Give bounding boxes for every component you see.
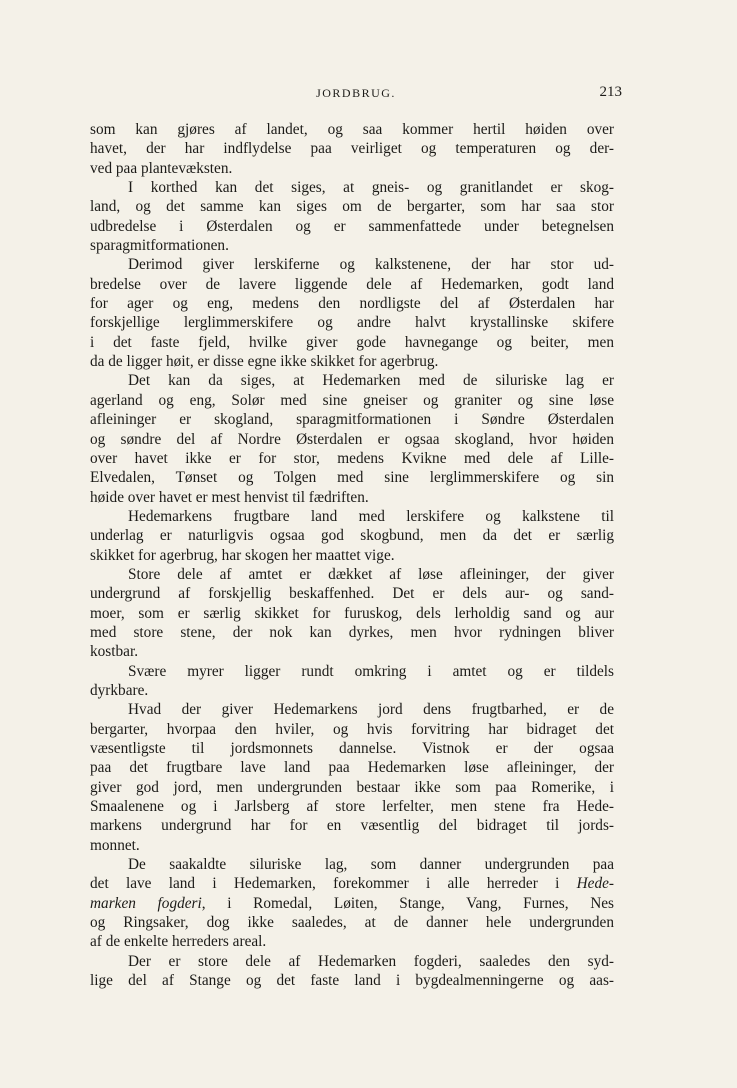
text-line: bredelse over de lavere liggende dele af Hedemarken, godt land xyxy=(90,275,614,293)
text-line: markens undergrund har for en væsentlig del bidraget til jords- xyxy=(90,817,614,835)
text-line: Elvedalen, Tønset og Tolgen med sine lerglimmerskifere og sin xyxy=(90,469,614,487)
text-line: væsentligste til jordsmonnets dannelse. Vistnok er der ogsaa xyxy=(90,740,614,757)
text-line: sparagmitformationen. xyxy=(90,237,229,255)
text-line: De saakaldte siluriske lag, som danner undergrunden paa xyxy=(128,856,614,874)
text-run: , i Romedal, Løiten, Stange, Vang, Furnes, Nes xyxy=(201,894,614,912)
text-line: med store stene, der nok kan dyrkes, men hvor rydningen bliver xyxy=(90,623,614,641)
text-line: Det kan da siges, at Hedemarken med de siluriske lag er xyxy=(128,372,614,390)
text-line: og Ringsaker, dog ikke saaledes, at de danner hele undergrunden xyxy=(90,914,614,932)
text-line xyxy=(90,894,614,913)
page-header xyxy=(90,86,622,106)
text-line xyxy=(90,874,614,893)
text-line: havet, der har indflydelse paa veirliget og temperaturen og der- xyxy=(90,140,614,158)
text-line: i det faste fjeld, hvilke giver gode havnegange og beiter, men xyxy=(90,333,614,351)
text-line: som kan gjøres af landet, og saa kommer hertil høiden over xyxy=(90,121,614,138)
text-line: Hedemarkens frugtbare land med lerskifere og kalkstene til xyxy=(128,507,614,525)
text-line: kostbar. xyxy=(90,643,139,661)
text-line: moer, som er særlig skikket for furuskog, dels lerholdig sand og aur xyxy=(90,604,614,622)
text-line: monnet. xyxy=(90,836,140,854)
text-line: Hvad der giver Hedemarkens jord dens frugtbarhed, er de xyxy=(128,701,614,719)
body-text xyxy=(90,120,614,990)
text-line: for ager og eng, medens den nordligste del af Østerdalen har xyxy=(90,295,614,313)
text-line: ved paa plantevæksten. xyxy=(90,159,233,177)
text-line: forskjellige lerglimmerskifere og andre halvt krystallinske skifere xyxy=(90,314,614,332)
text-line: Derimod giver lerskiferne og kalkstenene, der har stor ud- xyxy=(128,256,614,274)
text-line: skikket for agerbrug, har skogen her maattet vige. xyxy=(90,546,395,564)
text-line: afleininger er skogland, sparagmitformationen i Søndre Østerdalen xyxy=(90,411,614,429)
text-line: bergarter, hvorpaa den hviler, og hvis forvitring har bidraget det xyxy=(90,720,614,738)
running-title: JORDBRUG. xyxy=(316,86,396,100)
text-line: dyrkbare. xyxy=(90,681,149,699)
text-line: agerland og eng, Solør med sine gneiser og graniter og sine løse xyxy=(90,391,614,409)
text-line: Svære myrer ligger rundt omkring i amtet og er tildels xyxy=(128,662,614,680)
text-line: af de enkelte herreders areal. xyxy=(90,933,267,951)
text-line: land, og det samme kan siges om de bergarter, som har saa stor xyxy=(90,198,614,216)
text-line: over havet ikke er for stor, medens Kvikne med dele af Lille- xyxy=(90,449,614,467)
text-line: I korthed kan det siges, at gneis- og granitlandet er skog- xyxy=(128,179,614,197)
text-line: undergrund af forskjellig beskaffenhed. Det er dels aur- og sand- xyxy=(90,585,614,603)
text-line: underlag er naturligvis ogsaa god skogbund, men da det er særlig xyxy=(90,527,614,545)
text-line: udbredelse i Østerdalen og er sammenfattede under betegnelsen xyxy=(90,217,614,235)
text-line: Smaalenene og i Jarlsberg af store lerfelter, men stene fra Hede- xyxy=(90,798,614,816)
text-line: giver god jord, men undergrunden bestaar ikke som paa Romerike, i xyxy=(90,778,614,796)
italic-text-run: marken fogderi xyxy=(90,894,202,912)
text-line: Der er store dele af Hedemarken fogderi, saaledes den syd- xyxy=(128,952,614,970)
text-line: da de ligger høit, er disse egne ikke skikket for agerbrug. xyxy=(90,353,439,371)
text-line: og søndre del af Nordre Østerdalen er ogsaa skogland, hvor høiden xyxy=(90,430,614,448)
text-line: paa det frugtbare lave land paa Hedemarken løse afleininger, der xyxy=(90,759,614,777)
page-number: 213 xyxy=(599,84,622,100)
text-run: det lave land i Hedemarken, forekommer i alle herreder i xyxy=(90,875,560,893)
text-line: høide over havet er mest henvist til fædriften. xyxy=(90,488,369,506)
text-line: lige del af Stange og det faste land i bygdealmenningerne og aas- xyxy=(90,972,614,990)
text-line: Store dele af amtet er dækket af løse afleininger, der giver xyxy=(128,565,614,583)
italic-text-run: Hede- xyxy=(576,875,614,893)
